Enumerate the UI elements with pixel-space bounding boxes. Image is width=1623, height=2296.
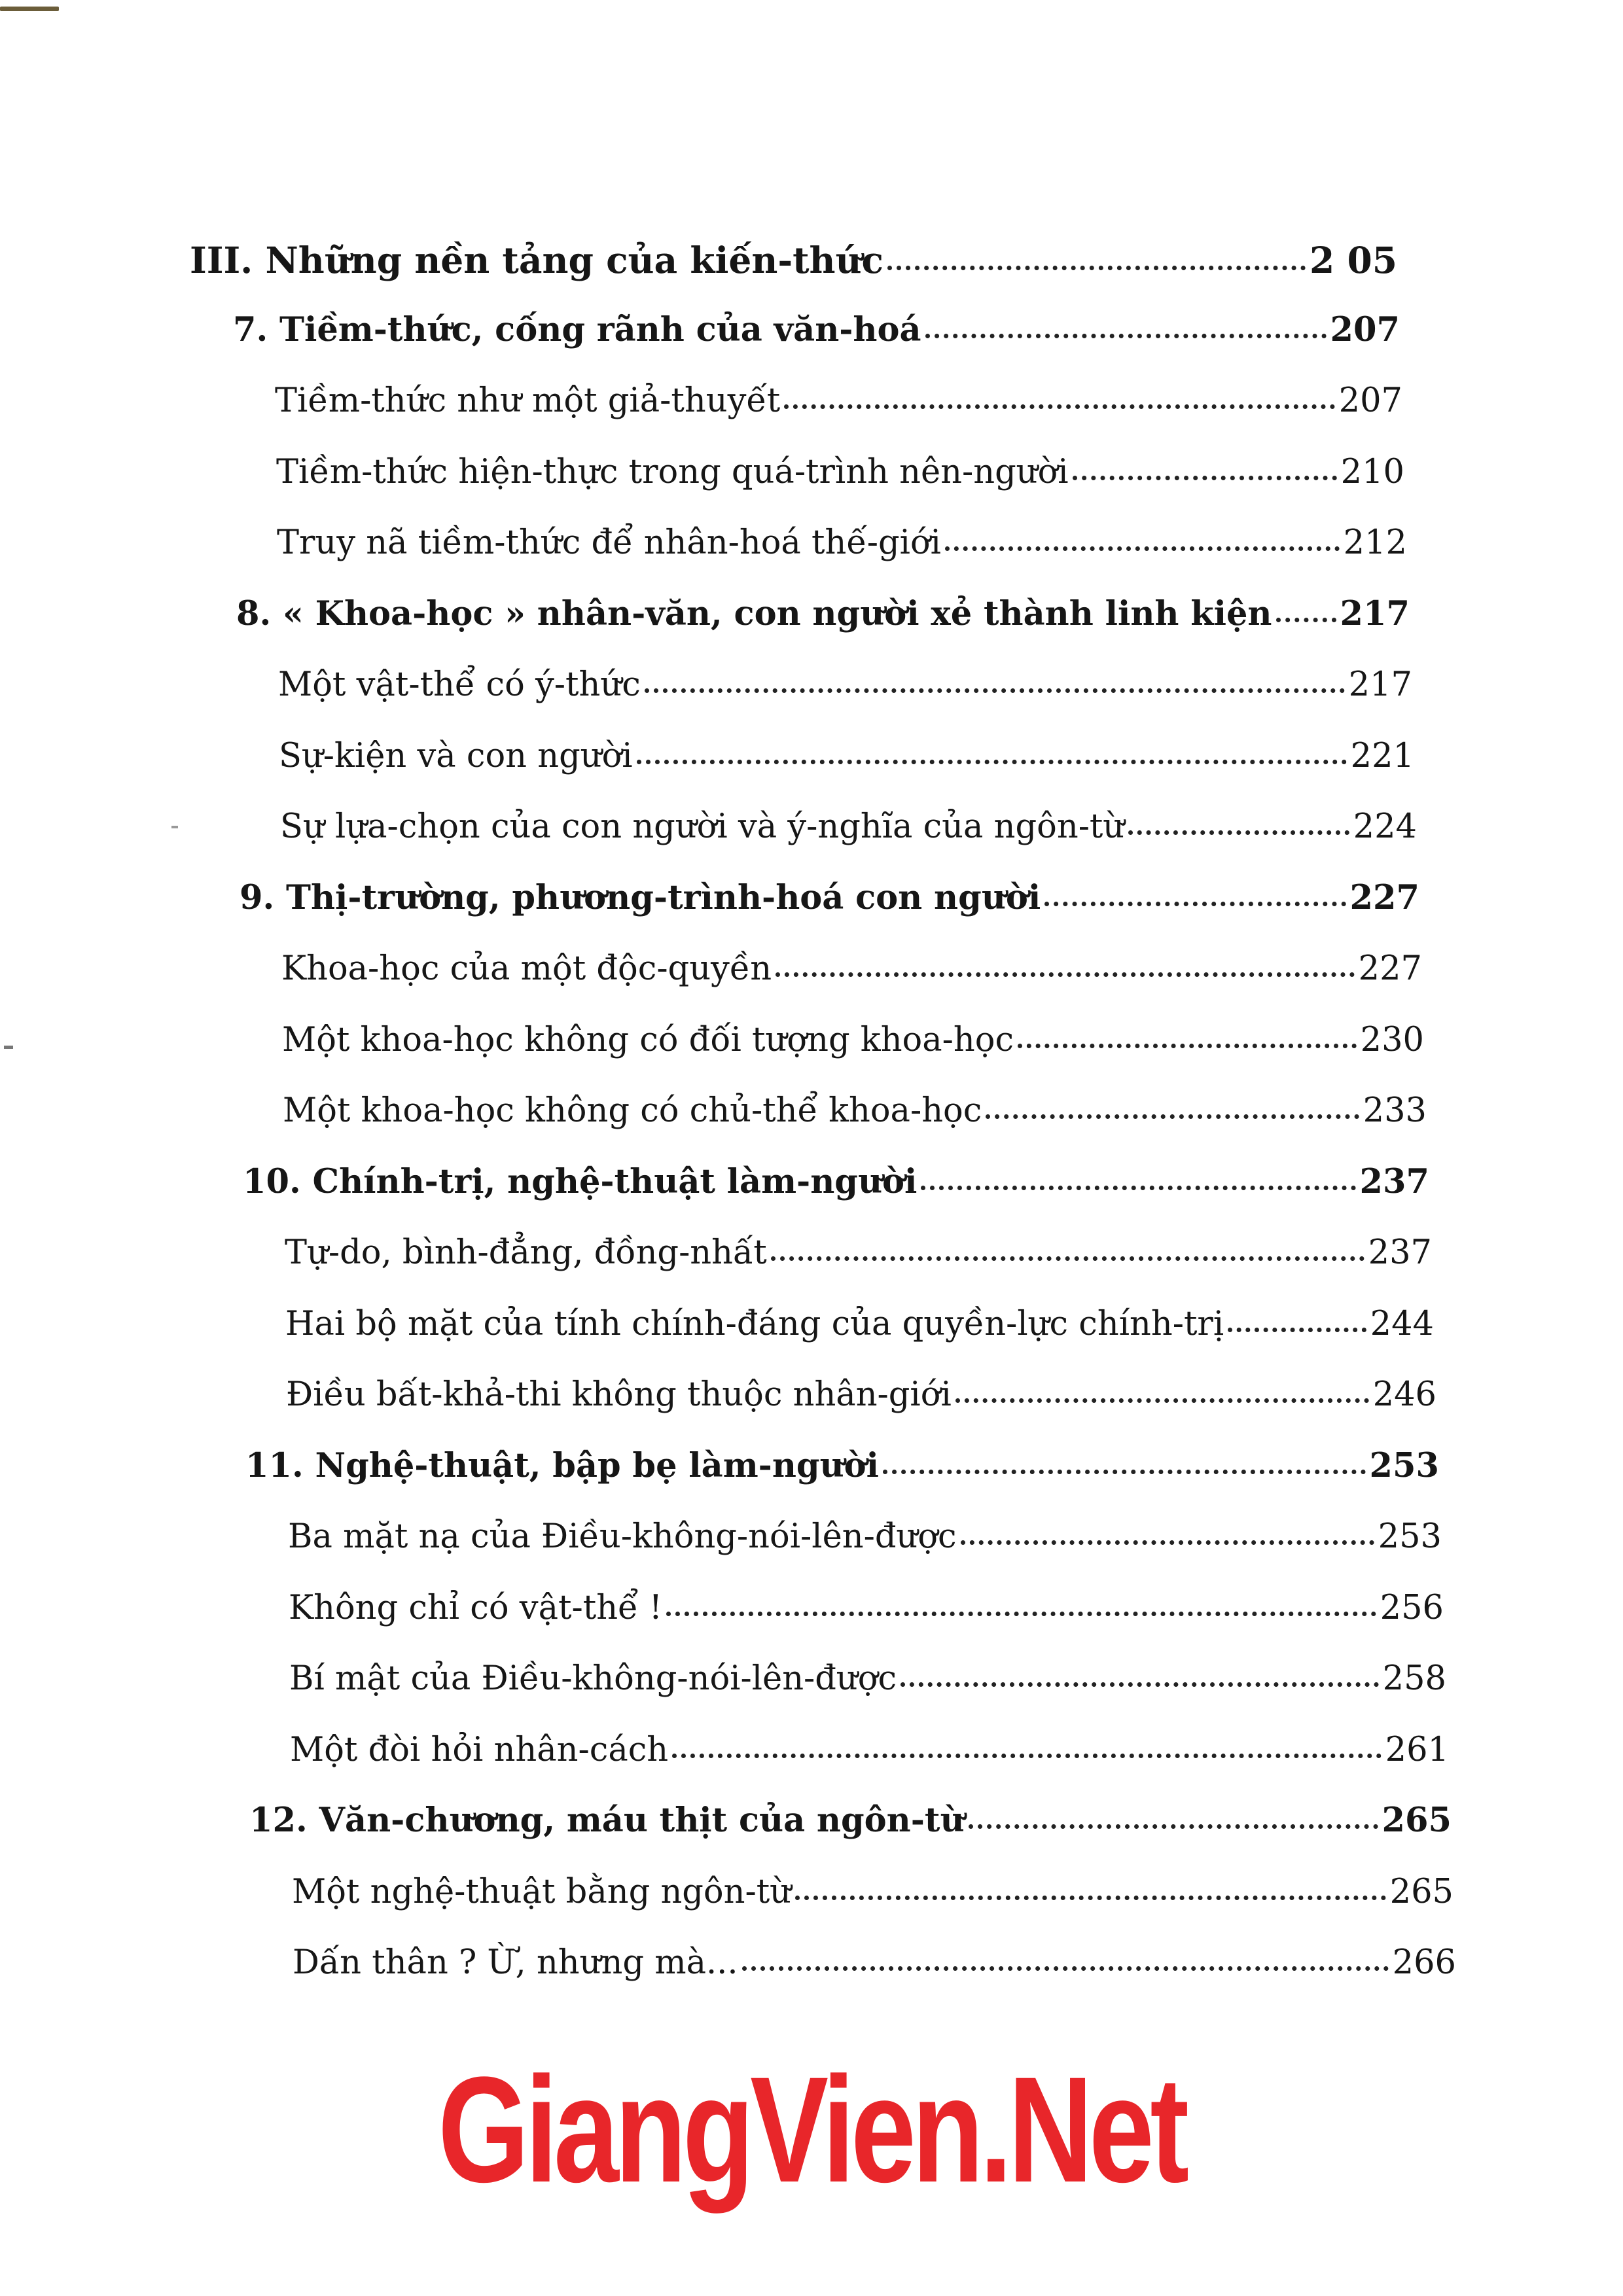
toc-page-number: 233 [1363,1091,1427,1130]
toc-dot-leader [1018,1044,1357,1048]
toc-entry-section [289,1591,1444,1625]
toc-dot-leader [986,1114,1359,1119]
toc-dot-leader [637,760,1347,764]
toc-page-number: 253 [1369,1446,1439,1485]
toc-entry-part [190,239,1397,281]
toc-entry-section [280,807,1417,846]
toc-dot-leader [887,266,1306,270]
toc-dot-leader [666,1612,1376,1616]
toc-entry-chapter [240,878,1419,917]
toc-page-number: 227 [1358,949,1422,988]
toc-page-number: 212 [1343,523,1407,562]
toc-entry-title: Tiềm-thức hiện-thực trong quá-trình nên-người [276,453,1069,491]
toc-entry-section [276,455,1404,489]
toc-entry-title: Một khoa-học không có chủ-thể khoa-học [283,1091,982,1130]
toc-entry-title: Hai bộ mặt của tính chính-đáng của quyền-lực chính-trị [285,1305,1224,1343]
toc-dot-leader [776,972,1355,977]
toc-dot-leader [771,1256,1364,1261]
toc-entry-section [285,1233,1432,1272]
toc-entry-section [278,665,1412,704]
toc-entry-section [277,523,1407,562]
toc-dot-leader [1044,902,1346,906]
toc-entry-section [285,1307,1434,1341]
toc-entry-title: Dấn thân ? Ừ, nhưng mà... [293,1943,738,1982]
toc-dot-leader [1073,476,1337,480]
toc-page-number: 221 [1350,737,1414,775]
toc-dot-leader [1276,618,1336,622]
toc-page-number: 227 [1349,878,1419,917]
toc-page-number: 246 [1372,1375,1436,1414]
toc-page-number: 210 [1340,453,1404,491]
toc-entry-section [293,1943,1456,1982]
toc-entry-section [281,949,1422,988]
toc-page-number: 237 [1359,1162,1429,1201]
toc-entry-section [279,739,1414,773]
toc-dot-leader [1228,1328,1366,1332]
toc-dot-leader [645,688,1345,693]
toc-entry-section [290,1733,1449,1767]
toc-entry-title: Điều bất-khả-thi không thuộc nhân-giới [286,1375,952,1414]
toc-page-number: 207 [1338,381,1402,420]
watermark-logo: GiangVien.Net [438,2045,1185,2214]
toc-entry-title: Một vật-thể có ý-thức [278,665,641,704]
toc-entry-chapter [233,310,1400,349]
toc-entry-title: Truy nã tiềm-thức để nhân-hoá thế-giới [277,523,941,562]
toc-entry-title: 10. Chính-trị, nghệ-thuật làm-người [243,1162,918,1201]
toc-dot-leader [961,1540,1374,1545]
toc-dot-leader [901,1682,1379,1687]
toc-entry-section [289,1659,1446,1698]
toc-dot-leader [672,1754,1382,1758]
toc-entry-section [286,1375,1436,1414]
toc-dot-leader [883,1470,1366,1474]
toc-entry-title: 7. Tiềm-thức, cống rãnh của văn-hoá [233,310,921,349]
toc-dot-leader [784,404,1334,409]
toc-page-number: 207 [1330,310,1400,349]
toc-entry-chapter [249,1801,1452,1840]
toc-page-number: 224 [1353,807,1417,846]
toc-entry-section [292,1875,1454,1909]
toc-entry-title: Một đòi hỏi nhân-cách [290,1731,669,1769]
toc-dot-leader [921,1186,1355,1190]
toc-entry-title: Sự lựa-chọn của con người và ý-nghĩa của ngôn-từ [280,807,1125,846]
toc-page-number: 217 [1340,594,1410,633]
toc-page-number: 237 [1368,1233,1432,1272]
toc-entry-title: 12. Văn-chương, máu thịt của ngôn-từ [249,1801,965,1840]
toc-entry-title: 8. « Khoa-học » nhân-văn, con người xẻ thành linh kiện [236,594,1272,633]
toc-entry-title: III. Những nền tảng của kiến-thức [190,239,884,281]
toc-entry-title: 9. Thị-trường, phương-trình-hoá con người [240,878,1041,917]
toc-page-number: 265 [1389,1873,1454,1911]
toc-entry-title: Sự-kiện và con người [279,737,633,775]
toc-dot-leader [925,334,1327,338]
toc-page-number: 253 [1378,1517,1442,1556]
toc-entry-chapter [245,1446,1439,1485]
toc-entry-title: Khoa-học của một độc-quyền [281,949,772,988]
toc-dot-leader [969,1824,1378,1829]
toc-dot-leader [1128,830,1349,835]
toc-entry-title: Bí mật của Điều-không-nói-lên-được [289,1659,897,1698]
toc-entry-title: Một khoa-học không có đối tượng khoa-học [282,1021,1014,1059]
toc-entry-section [275,381,1402,420]
toc-entry-section [283,1091,1427,1130]
toc-page-number: 258 [1382,1659,1446,1698]
toc-entry-title: Không chỉ có vật-thể ! [289,1589,663,1627]
toc-page-number: 230 [1360,1021,1424,1059]
toc-page-number: 266 [1392,1943,1456,1982]
toc-entry-section [282,1023,1424,1057]
toc-entry-chapter [236,594,1410,633]
toc-entry-title: Tự-do, bình-đẳng, đồng-nhất [285,1233,767,1272]
toc-entry-title: Một nghệ-thuật bằng ngôn-từ [292,1873,792,1911]
toc-dot-leader [945,546,1340,551]
toc-entry-title: Tiềm-thức như một giả-thuyết [275,381,781,420]
toc-page-number: 256 [1380,1589,1444,1627]
toc-page-number: 2 05 [1310,239,1397,281]
toc-page-number: 217 [1348,665,1412,704]
toc-page-number: 244 [1370,1305,1434,1343]
toc-page-number: 261 [1385,1731,1449,1769]
toc-dot-leader [742,1966,1389,1971]
toc-page-number: 265 [1382,1801,1452,1840]
toc-entry-section [288,1517,1442,1556]
toc-dot-leader [795,1896,1386,1900]
toc-dot-leader [955,1398,1369,1403]
toc-entry-title: 11. Nghệ-thuật, bập bẹ làm-người [245,1446,880,1485]
toc-entry-chapter [243,1162,1429,1201]
toc-entry-title: Ba mặt nạ của Điều-không-nói-lên-được [288,1517,957,1556]
